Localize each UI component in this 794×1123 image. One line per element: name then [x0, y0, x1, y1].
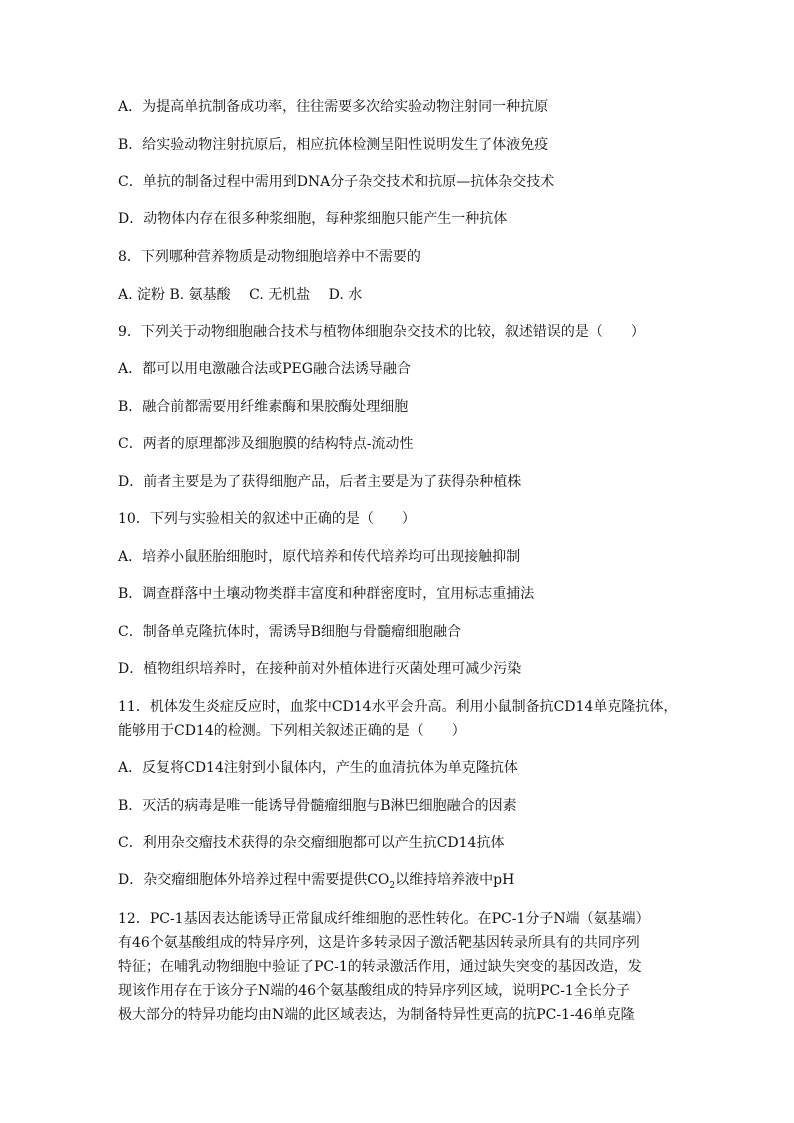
q10-option-a: A．培养小鼠胚胎细胞时，原代培养和传代培养均可出现接触抑制: [118, 549, 521, 565]
q11-option-b: B．灭活的病毒是唯一能诱导骨髓瘤细胞与B淋巴细胞融合的因素: [118, 798, 517, 814]
q12-line-4: 现该作用存在于该分子N端的46个氨基酸组成的特异序列区域，说明PC-1全长分子: [118, 983, 630, 999]
q10-option-d: D．植物组织培养时，在接种前对外植体进行灭菌处理可减少污染: [118, 661, 522, 677]
q9-option-d: D．前者主要是为了获得细胞产品，后者主要是为了获得杂种植株: [118, 474, 522, 490]
q11-option-c: C．利用杂交瘤技术获得的杂交瘤细胞都可以产生抗CD14抗体: [118, 835, 505, 851]
q7-option-c: C．单抗的制备过程中需用到DNA分子杂交技术和抗原—抗体杂交技术: [118, 174, 555, 190]
q11-stem-line-1: 11．机体发生炎症反应时，血浆中CD14水平会升高。利用小鼠制备抗CD14单克隆抗体，: [118, 699, 678, 715]
q8-stem: 8．下列哪种营养物质是动物细胞培养中不需要的: [118, 249, 421, 265]
q9-option-b: B．融合前都需要用纤维素酶和果胶酶处理细胞: [118, 399, 409, 415]
q11-option-d-text-2: 以维持培养液中pH: [395, 872, 515, 888]
q12-line-1: 12．PC-1基因表达能诱导正常鼠成纤维细胞的恶性转化。在PC-1分子N端（氨基端）: [118, 911, 650, 927]
q12-line-5: 极大部分的特异功能均由N端的此区域表达，为制备特异性更高的抗PC-1-46单克隆: [118, 1007, 635, 1023]
q11-option-d-text-1: D．杂交瘤细胞体外培养过程中需要提供CO: [118, 872, 390, 888]
q9-option-a: A．都可以用电激融合法或PEG融合法诱导融合: [118, 361, 411, 377]
q7-option-b: B．给实验动物注射抗原后，相应抗体检测呈阳性说明发生了体液免疫: [118, 137, 549, 153]
q12-line-3: 特征；在哺乳动物细胞中验证了PC-1的转录激活作用，通过缺失突变的基因改造，发: [118, 959, 642, 975]
q7-option-d: D．动物体内存在很多种浆细胞，每种浆细胞只能产生一种抗体: [118, 211, 508, 227]
q11-option-d: [118, 871, 514, 895]
q9-option-c: C．两者的原理都涉及细胞膜的结构特点-流动性: [118, 436, 414, 452]
q11-option-d-subscript: 2: [389, 880, 396, 891]
q8-options: A. 淀粉 B. 氨基酸 C. 无机盐 D. 水: [118, 287, 363, 303]
q11-option-a: A．反复将CD14注射到小鼠体内，产生的血清抗体为单克隆抗体: [118, 760, 518, 776]
q11-stem-line-2: 能够用于CD14的检测。下列相关叙述正确的是（ ）: [118, 723, 466, 739]
q12-line-2: 有46个氨基酸组成的特异序列，这是许多转录因子激活靶基因转录所具有的共同序列: [118, 935, 640, 951]
q9-stem: 9．下列关于动物细胞融合技术与植物体细胞杂交技术的比较，叙述错误的是（ ）: [118, 324, 645, 340]
q10-option-c: C．制备单克隆抗体时，需诱导B细胞与骨髓瘤细胞融合: [118, 624, 461, 640]
q7-option-a: A．为提高单抗制备成功率，往往需要多次给实验动物注射同一种抗原: [118, 99, 549, 115]
q10-stem: 10．下列与实验相关的叙述中正确的是（ ）: [118, 511, 416, 527]
q10-option-b: B．调查群落中土壤动物类群丰富度和种群密度时，宜用标志重捕法: [118, 586, 535, 602]
